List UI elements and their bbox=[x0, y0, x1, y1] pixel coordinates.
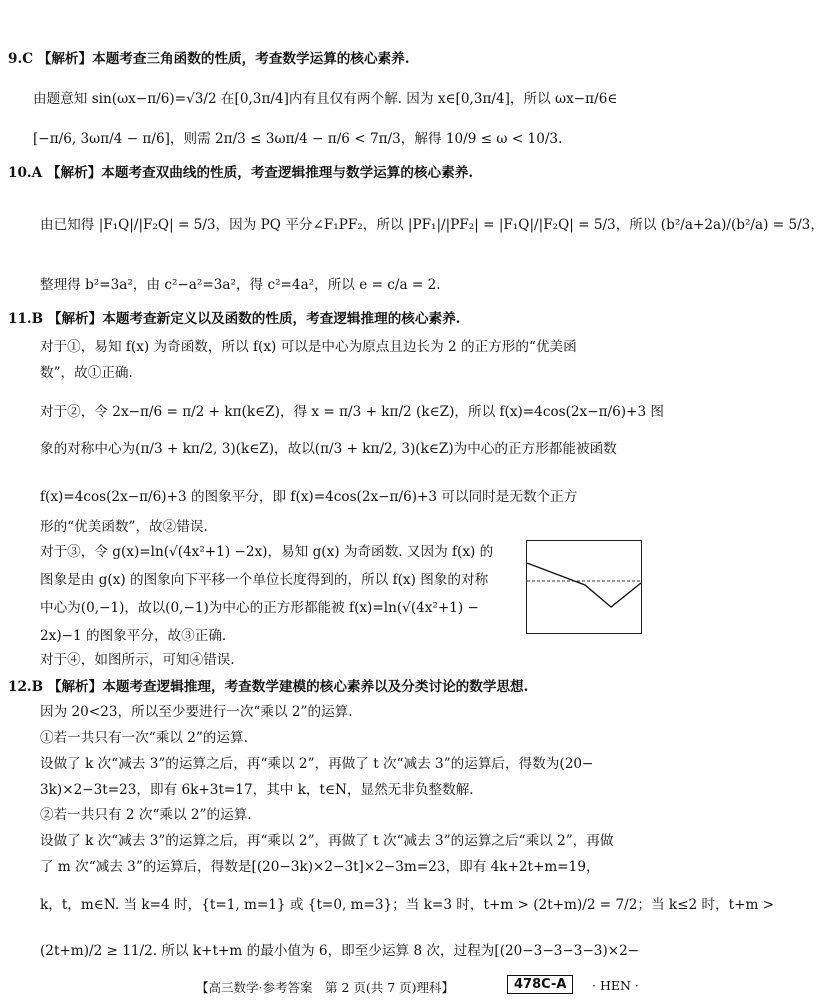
question-heading: 12.B 【解析】本题考查逻辑推理，考查数学建模的核心素养以及分类讨论的数学思想. bbox=[8, 679, 529, 695]
text-line: 因为 20<23，所以至少要进行一次“乘以 2”的运算. bbox=[40, 704, 353, 720]
text-line: 对于②，令 2x−π/6 = π/2 + kπ(k∈Z)，得 x = π/3 + kπ/2 (k∈Z)，所以 f(x)=4cos(2x−π/6)+3 图 bbox=[40, 404, 665, 420]
text-line: 整理得 b²=3a²，由 c²−a²=3a²，得 c²=4a²，所以 e = c/a = 2. bbox=[40, 277, 441, 293]
text-line: ①若一共只有一次“乘以 2”的运算. bbox=[40, 730, 248, 746]
text-line: 图象是由 g(x) 的图象向下平移一个单位长度得到的，所以 f(x) 图象的对称 bbox=[40, 572, 489, 588]
text-line: 对于④，如图所示，可知④错误. bbox=[40, 652, 235, 668]
text-line: 象的对称中心为(π/3 + kπ/2, 3)(k∈Z)，故以(π/3 + kπ/2, 3)(k∈Z)为中心的正方形都能被函数 bbox=[40, 441, 617, 457]
footer-brand: · HEN · bbox=[592, 978, 639, 993]
text-line: 3k)×2−3t=23，即有 6k+3t=17，其中 k，t∈N，显然无非负整数解. bbox=[40, 782, 474, 798]
text-line: 2x)−1 的图象平分，故③正确. bbox=[40, 628, 227, 644]
text-line: 了 m 次“减去 3”的运算后，得数是[(20−3k)×2−3t]×2−3m=23，即有 4k+2t+m=19， bbox=[40, 859, 600, 875]
question-heading: 10.A 【解析】本题考查双曲线的性质，考查逻辑推理与数学运算的核心素养. bbox=[8, 165, 474, 181]
text-line: ②若一共只有 2 次“乘以 2”的运算. bbox=[40, 807, 252, 823]
paper-code: 478C-A bbox=[507, 975, 573, 994]
text-line: 对于③，令 g(x)=ln(√(4x²+1) −2x)，易知 g(x) 为奇函数. 又因为 f(x) 的 bbox=[40, 544, 494, 560]
text-line: 中心为(0,−1)，故以(0,−1)为中心的正方形都能被 f(x)=ln(√(4x²+1) − bbox=[40, 600, 479, 616]
text-line: k，t，m∈N. 当 k=4 时，{t=1, m=1} 或 {t=0, m=3}；当 k=3 时，t+m > (2t+m)/2 = 7/2；当 k≤2 时，t+m > bbox=[40, 897, 775, 913]
footer-text: 【高三数学·参考答案 第 2 页(共 7 页)理科】 bbox=[196, 980, 455, 995]
text-line: 由题意知 sin(ωx−π/6)=√3/2 在[0,3π/4]内有且仅有两个解. 因为 x∈[0,3π/4]，所以 ωx−π/6∈ bbox=[33, 91, 618, 107]
text-line: 设做了 k 次“减去 3”的运算之后，再“乘以 2”，再做了 t 次“减去 3”的运算之后“乘以 2”，再做 bbox=[40, 833, 614, 849]
text-line: 数”，故①正确. bbox=[40, 365, 133, 381]
text-line: 由已知得 |F₁Q|/|F₂Q| = 5/3，因为 PQ 平分∠F₁PF₂，所以 |PF₁|/|PF₂| = |F₁Q|/|F₂Q| = 5/3，所以 (b²/a+2a)/(b²/a) = 5/3， bbox=[40, 217, 824, 233]
text-line: 形的“优美函数”，故②错误. bbox=[40, 519, 208, 535]
text-line: 对于①，易知 f(x) 为奇函数，所以 f(x) 可以是中心为原点且边长为 2 的正方形的“优美函 bbox=[40, 339, 577, 355]
graph-svg bbox=[527, 541, 641, 633]
text-line: f(x)=4cos(2x−π/6)+3 的图象平分，即 f(x)=4cos(2x−π/6)+3 可以同时是无数个正方 bbox=[40, 489, 578, 505]
question-heading: 9.C 【解析】本题考查三角函数的性质，考查数学运算的核心素养. bbox=[8, 51, 410, 67]
text-line: (2t+m)/2 ≥ 11/2. 所以 k+t+m 的最小值为 6，即至少运算 8 次，过程为[(20−3−3−3−3)×2− bbox=[40, 943, 640, 959]
curve bbox=[527, 563, 641, 607]
page-footer bbox=[0, 974, 653, 998]
question-heading: 11.B 【解析】本题考查新定义以及函数的性质，考查逻辑推理的核心素养. bbox=[8, 311, 461, 327]
function-graph-figure bbox=[526, 540, 642, 634]
text-line: [−π/6, 3ωπ/4 − π/6]，则需 2π/3 ≤ 3ωπ/4 − π/6 < 7π/3，解得 10/9 ≤ ω < 10/3. bbox=[33, 131, 563, 147]
text-line: 设做了 k 次“减去 3”的运算之后，再“乘以 2”，再做了 t 次“减去 3”的运算后，得数为(20− bbox=[40, 756, 594, 772]
